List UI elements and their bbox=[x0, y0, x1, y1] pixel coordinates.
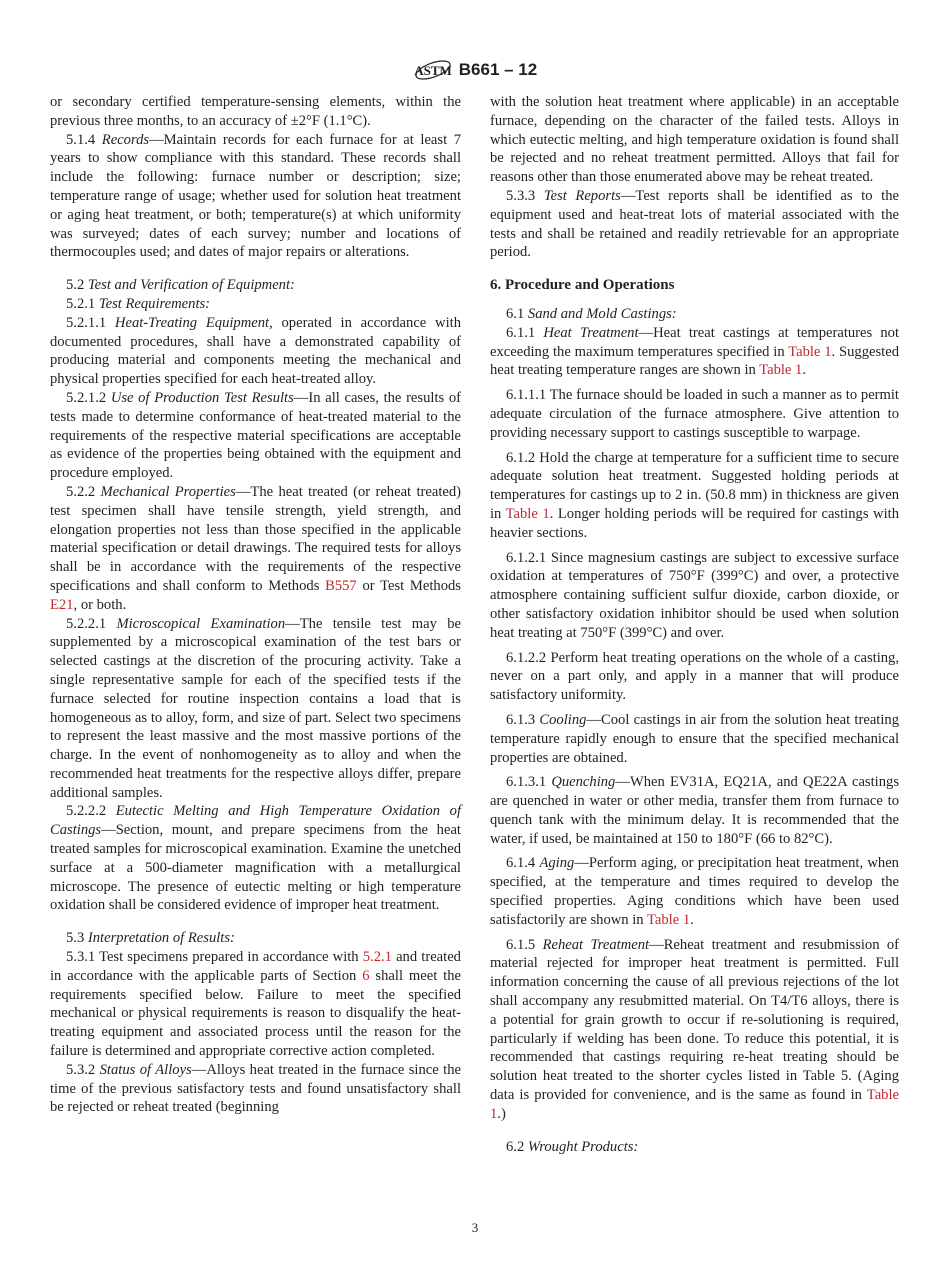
document-id: B661 – 12 bbox=[458, 60, 538, 79]
paragraph-6-1-3-1: 6.1.3.1 Quenching—When EV31A, EQ21A, and QE22A castings are quenched in water or other media, transfer them from furnace to quench tank with the minimum delay. It is recommended that the water, if used, be maintained at 150 to 180°F (66 to 82°C). bbox=[490, 774, 899, 847]
paragraph-6-1-2-2: 6.1.2.2 Perform heat treating operations on the whole of a casting, never on a part only, and apply in a manner that will produce satisfactory uniformity. bbox=[490, 649, 899, 704]
heading-5-2-1: 5.2.1 Test Requirements: bbox=[66, 295, 211, 312]
paragraph-5-2-2-2: 5.2.2.2 Eutectic Melting and High Temperature Oxidation of Castings—Section, mount, and prepare specimens from the heat treated samples for microscopical examination. Examine the unetched surface at a 500-diameter magnification with a metallurgical microscope. The presence of eutectic melting or high temperature oxidation shall be considered evidence of improper heat treatment. bbox=[50, 803, 462, 914]
paragraph-6-1-3: 6.1.3 Cooling—Cool castings in air from the solution heat treating temperature rapidly enough to ensure that the specified mechanical properties are obtained. bbox=[490, 711, 899, 766]
link-table-1[interactable]: Table 1 bbox=[788, 343, 832, 360]
paragraph-6-1-2: 6.1.2 Hold the charge at temperature for a sufficient time to secure adequate solution heat treatment. Suggested holding periods at temperatures for castings up to 2 in. (50.8 mm) in thickness are given in Table 1. Longer holding periods will be required for castings with heavier sections. bbox=[490, 449, 899, 541]
heading-5-3: 5.3 Interpretation of Results: bbox=[66, 930, 235, 947]
page-number: 3 bbox=[471, 1220, 479, 1235]
paragraph-5-2-1-2: 5.2.1.2 Use of Production Test Results—In all cases, the results of tests made to determine conformance of heat-treated material to the requirements of the respective material specifications are acceptable as evidence of the properties being obtained with the equipment and procedure employed. bbox=[50, 389, 461, 482]
paragraph-6-1-2-1: 6.1.2.1 Since magnesium castings are subject to excessive surface oxidation at temperatures of 750°F (399°C) and over, a protective atmosphere containing sufficient sulfur dioxide, carbon dioxide, or other satisfactory oxidation inhibitor should be used when solution heat treating at 750°F (399°C) and over. bbox=[490, 549, 900, 641]
heading-5-2: 5.2 Test and Verification of Equipment: bbox=[66, 277, 295, 294]
left-column bbox=[50, 93, 461, 1117]
paragraph-6-1-4: 6.1.4 Aging—Perform aging, or precipitation heat treatment, when specified, at the temperature and times required to develop the specified properties. Aging conditions which have been used satisfactorily are shown in Table 1. bbox=[490, 855, 899, 928]
link-table-1[interactable]: Table 1 bbox=[505, 505, 550, 522]
link-5-2-1[interactable]: 5.2.1 bbox=[362, 949, 392, 966]
paragraph-5-3-2: 5.3.2 Status of Alloys—Alloys heat treated in the furnace since the time of the previous satisfactory tests and found unsatisfactory shall be rejected or reheat treated (beginning bbox=[50, 1061, 461, 1116]
paragraph-5-1-4: 5.1.4 Records—Maintain records for each furnace for at least 7 years to show compliance with this standard. These records shall include the following: furnace number or description; size; temperature range of usage; whether used for solution heat treatment or aging heat treatment, or both; temperature(s) at which uniformity was surveyed; dates of each survey; number and locations of thermocouples used; and dates of major repairs or alterations. bbox=[50, 131, 462, 261]
link-b557[interactable]: B557 bbox=[325, 577, 357, 594]
paragraph-6-1-5: 6.1.5 Reheat Treatment—Reheat treatment and resubmission of material rejected for improper heat treatment is permitted. Full information concerning the cause of all previous rejections of the lot shall accompany any resubmitted material. On T4/T6 alloys, there is a potential for grain growth to occur if re-solutioning is required, particularly if welding has been done. To reduce this potential, it is recommended that castings requiring re-heat treating should be solution heat treated to the shorter cycles listed in Table 5. (Aging data is provided for convenience, and is the same as found in Table 1.) bbox=[490, 936, 900, 1122]
paragraph-5-2-1-1: 5.2.1.1 Heat-Treating Equipment, operated in accordance with documented procedures, shall have a demonstrated capability of producing material and components meeting the mechanical and physical properties specified for each heat-treated alloy. bbox=[50, 314, 461, 388]
paragraph-5-2-2: 5.2.2 Mechanical Properties—The heat treated (or reheat treated) test specimen shall have tensile strength, yield strength, and elongation properties not less than those specified in the applicable material specification or detail drawings. The required tests for alloys shall be in accordance with the requirements of the respective specifications and shall conform to Methods B557 or Test Methods E21, or both. bbox=[50, 483, 462, 613]
heading-6-1: 6.1 Sand and Mold Castings: bbox=[506, 305, 677, 322]
heading-6-2: 6.2 Wrought Products: bbox=[506, 1138, 639, 1155]
page-header bbox=[0, 54, 950, 86]
right-column bbox=[490, 93, 899, 1156]
paragraph-continued: with the solution heat treatment where applicable) in an acceptable furnace, depending on the character of the failed tests. Alloys in which eutectic melting, and high temperature oxidation is found shall be rejected and no reheat treatment permitted. Alloys that fail for reasons other than those enumerated above may be reheat treated. bbox=[490, 94, 899, 186]
paragraph-5-3-1: 5.3.1 Test specimens prepared in accordance with 5.2.1 and treated in accordance with the applicable parts of Section 6 shall meet the requirements specified below. Failure to meet the specified mechanical or physical requirements is reason to disqualify the heat-treating equipment and associated process until the reason for the failure is determined and appropriate corrective action completed. bbox=[50, 949, 461, 1060]
svg-text:ASTM: ASTM bbox=[413, 63, 452, 78]
link-section-6[interactable]: 6 bbox=[362, 967, 370, 984]
link-table-1[interactable]: Table 1 bbox=[646, 911, 691, 928]
paragraph-6-1-1-1: 6.1.1.1 The furnace should be loaded in such a manner as to permit adequate circulation of the furnace atmosphere. Give attention to providing necessary support to castings susceptible to warpage. bbox=[490, 387, 899, 441]
link-table-1[interactable]: Table 1 bbox=[759, 362, 803, 379]
astm-logo-icon bbox=[413, 55, 453, 85]
paragraph-5-3-3: 5.3.3 Test Reports—Test reports shall be identified as to the equipment used and heat-treat lots of material associated with the tests and shall be retained and readily retrievable for an appropriate period. bbox=[490, 187, 899, 261]
link-e21[interactable]: E21 bbox=[50, 596, 74, 613]
paragraph-6-1-1: 6.1.1 Heat Treatment—Heat treat castings at temperatures not exceeding the maximum temperatures specified in Table 1. Suggested heat treating temperature ranges are shown in Table 1. bbox=[490, 324, 899, 379]
link-table-1[interactable]: Table 1 bbox=[490, 1087, 899, 1122]
paragraph-5-2-2-1: 5.2.2.1 Microscopical Examination—The tensile test may be supplemented by a microscopical examination of the test bars or selected castings at the discretion of the procuring activity. Take a single representative sample for each of the specified tests if the furnace selected for routine inspection contains a load that is homogeneous as to alloy, form, and size of part. Select two specimens to represent the least massive and the most massive portions of the charge. In the event of nonhomogeneity as to alloy and when the recommended heat treatments for the respective alloys differ, prepare additional samples. bbox=[50, 615, 461, 801]
section-heading-6: 6. Procedure and Operations bbox=[490, 277, 675, 294]
paragraph-continued: or secondary certified temperature-sensing elements, within the previous three months, to an accuracy of ±2°F (1.1°C). bbox=[50, 94, 461, 129]
